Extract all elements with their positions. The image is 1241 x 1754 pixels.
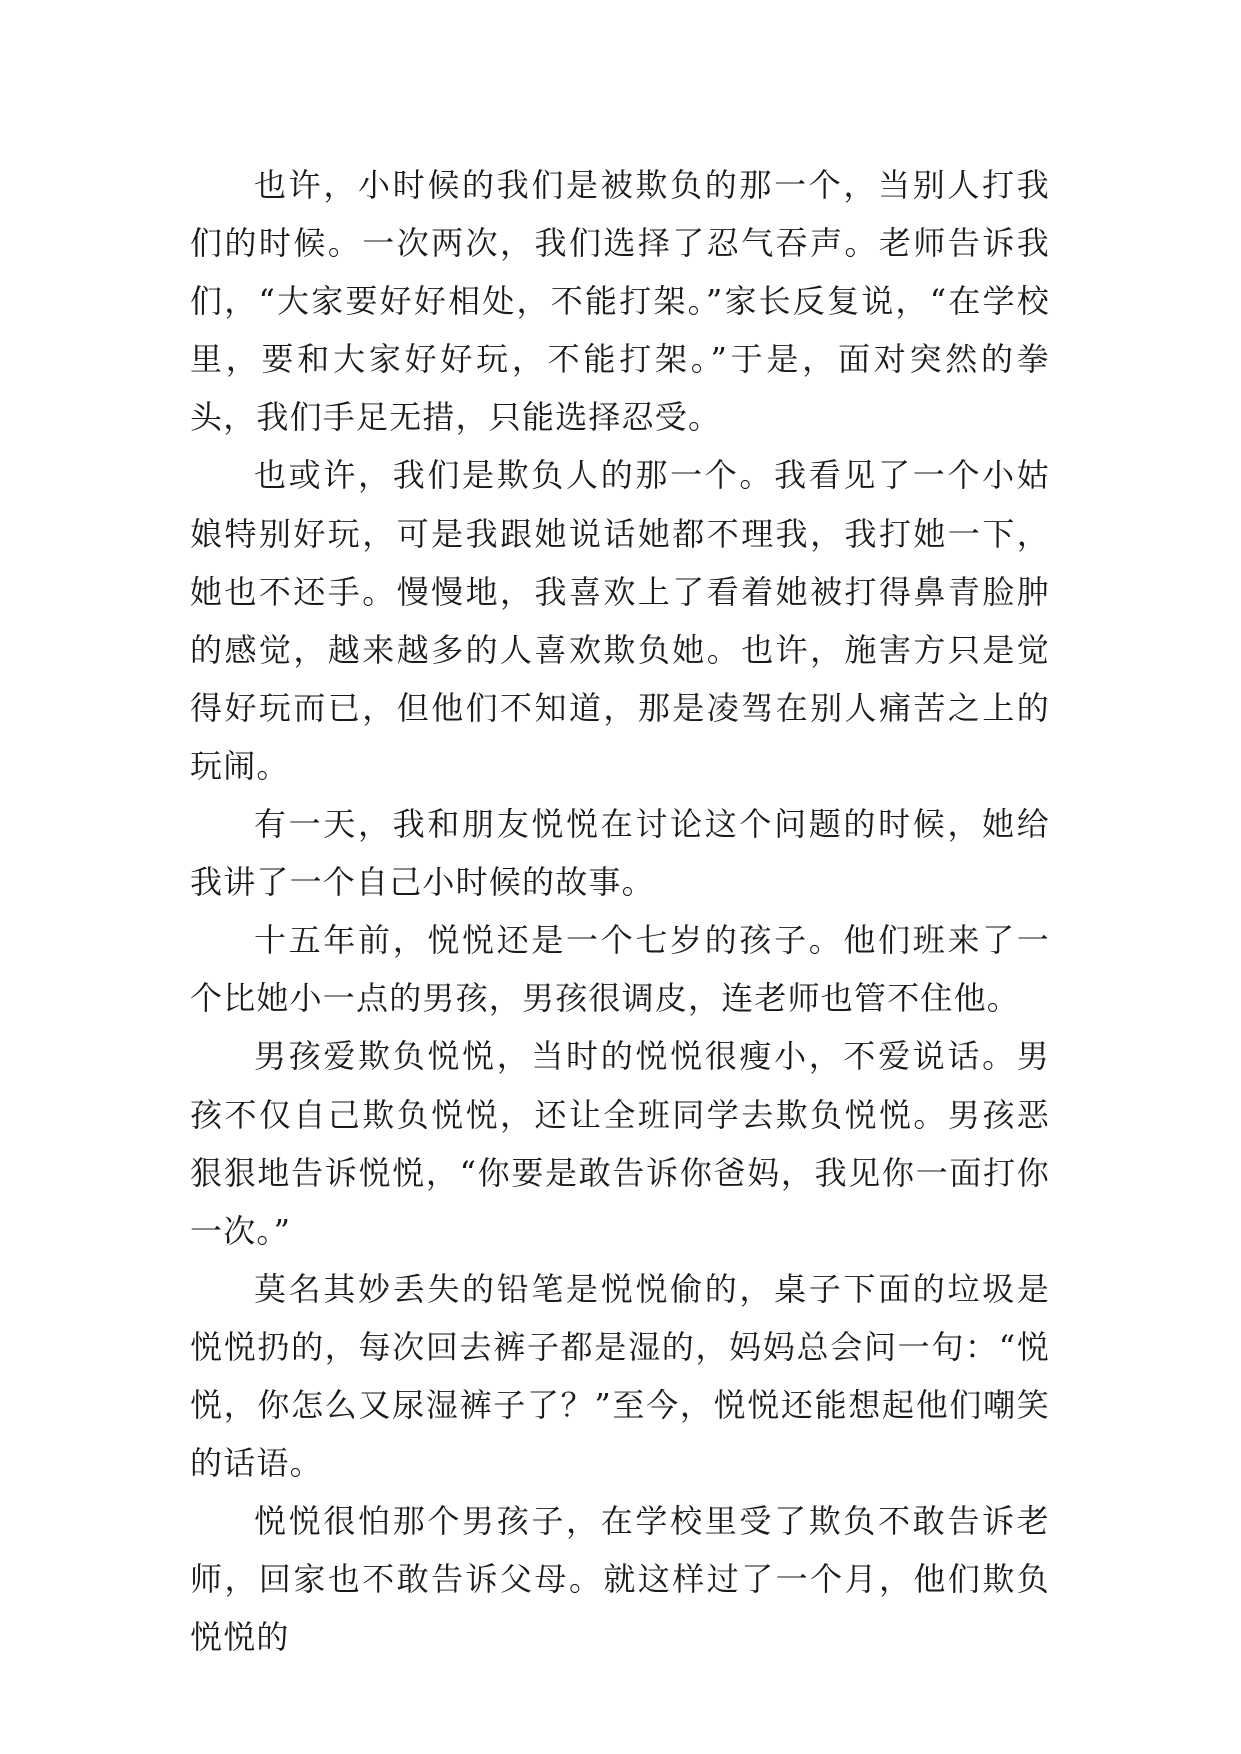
document-body — [190, 156, 1050, 1666]
paragraph-3: 有一天，我和朋友悦悦在讨论这个问题的时候，她给我讲了一个自己小时候的故事。 — [190, 805, 1050, 902]
paragraph-2: 也或许，我们是欺负人的那一个。我看见了一个小姑娘特别好玩，可是我跟她说话她都不理我，我打她一下，她也不还手。慢慢地，我喜欢上了看着她被打得鼻青脸肿的感觉，越来越多的人喜欢欺负她。也许，施害方只是觉得好玩而已，但他们不知道，那是凌驾在别人痛苦之上的玩闹。 — [190, 456, 1050, 785]
paragraph-4: 十五年前，悦悦还是一个七岁的孩子。他们班来了一个比她小一点的男孩，男孩很调皮，连老师也管不住他。 — [190, 921, 1050, 1018]
paragraph-1: 也许，小时候的我们是被欺负的那一个，当别人打我们的时候。一次两次，我们选择了忍气吞声。老师告诉我们，“大家要好好相处，不能打架。”家长反复说，“在学校里，要和大家好好玩，不能打架。”于是，面对突然的拳头，我们手足无措，只能选择忍受。 — [190, 166, 1050, 437]
paragraph-6: 莫名其妙丢失的铅笔是悦悦偷的，桌子下面的垃圾是悦悦扔的，每次回去裤子都是湿的，妈妈总会问一句：“悦悦，你怎么又尿湿裤子了？”至今，悦悦还能想起他们嘲笑的话语。 — [190, 1269, 1050, 1483]
paragraph-5: 男孩爱欺负悦悦，当时的悦悦很瘦小，不爱说话。男孩不仅自己欺负悦悦，还让全班同学去欺负悦悦。男孩恶狠狠地告诉悦悦，“你要是敢告诉你爸妈，我见你一面打你一次。” — [190, 1037, 1050, 1250]
paragraph-7: 悦悦很怕那个男孩子，在学校里受了欺负不敢告诉老师，回家也不敢告诉父母。就这样过了一个月，他们欺负悦悦的 — [190, 1502, 1050, 1657]
